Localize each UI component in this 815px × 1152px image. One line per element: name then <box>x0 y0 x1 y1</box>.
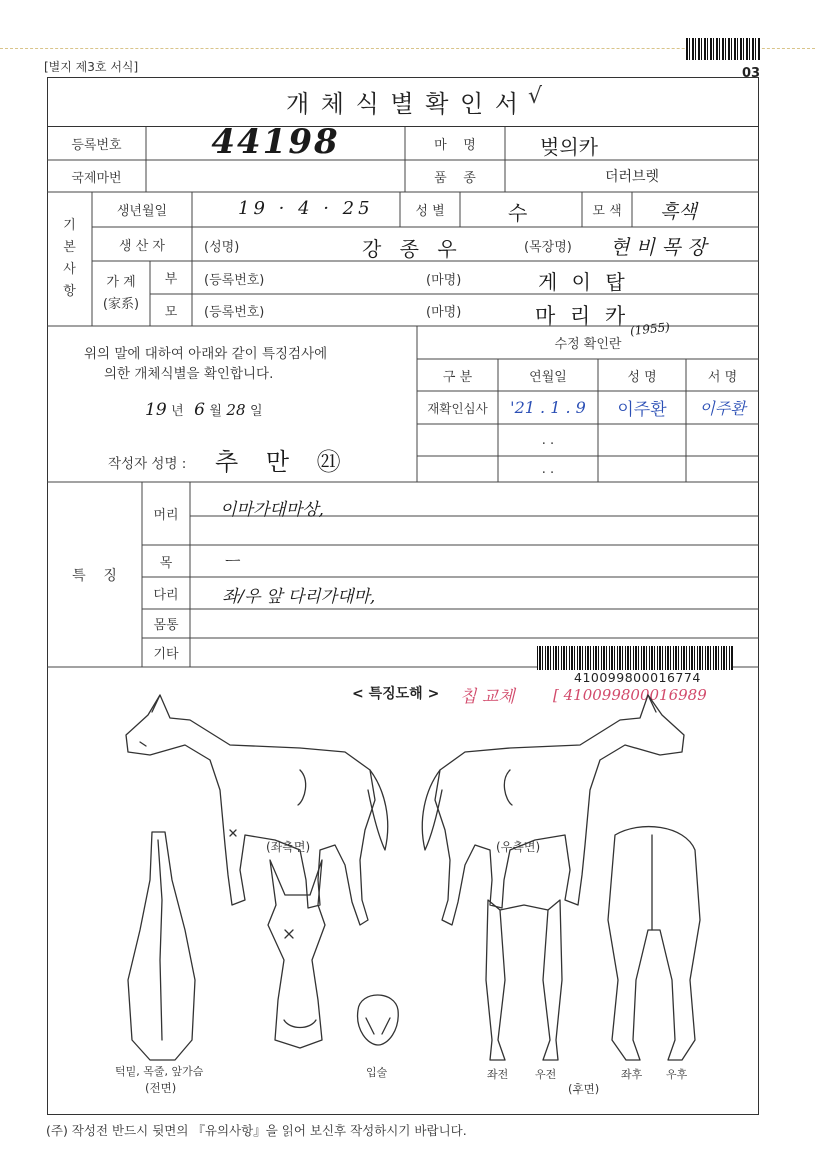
rev-row1-type: 재확인심사 <box>427 400 488 416</box>
rev-header-sign: 서 명 <box>707 369 738 385</box>
rev-row3-date: . . <box>541 461 555 477</box>
rear-caption: (후면) <box>568 1082 600 1096</box>
muzzle-caption: 입술 <box>366 1066 388 1079</box>
breeder-label: 생 산 자 <box>119 238 165 254</box>
page-number: 03 <box>742 66 761 81</box>
rear-view <box>608 827 700 1060</box>
rev-row2-date: . . <box>541 432 555 448</box>
birth-value: 19 · 4 · 25 <box>238 198 374 219</box>
footer-note: (주) 작성전 반드시 뒷면의 『유의사항』을 읽어 보신후 작성하시기 바랍니다. <box>46 1123 467 1138</box>
dam-reg-label: (등록번호) <box>204 305 265 320</box>
sire-name-label: (마명) <box>426 273 462 288</box>
birth-label: 생년월일 <box>116 204 168 219</box>
rev-row1-name: 이주환 <box>617 400 667 420</box>
dam-name-label: (마명) <box>426 305 462 320</box>
writer-value: 추 만 ㉑ <box>215 448 351 476</box>
front-right-caption: 우전 <box>535 1068 557 1081</box>
title-text: 개 체 식 별 확 인 서 <box>285 90 521 118</box>
intl-no-label: 국제마번 <box>71 170 122 186</box>
feature-value-neck: ㅡ <box>225 552 241 571</box>
breed-label: 품 종 <box>434 170 476 186</box>
features-section-label: 특 징 <box>72 567 117 584</box>
front-left-caption: 좌전 <box>487 1068 509 1081</box>
rev-header-name: 성 명 <box>627 369 657 385</box>
rev-header-date: 연월일 <box>529 369 567 385</box>
sire-reg-label: (등록번호) <box>204 273 265 288</box>
sire-name-value: 게 이 탑 <box>538 270 629 294</box>
feature-value-head: 이마가대마상, <box>220 500 324 520</box>
reg-no-label: 등록번호 <box>71 138 122 153</box>
front-caption2: (전면) <box>145 1081 177 1095</box>
confirm-text-line2: 의한 개체식별을 확인합니다. <box>104 366 274 382</box>
diagram-title: < 특징도해 > <box>352 686 440 702</box>
left-side-caption: (좌측면) <box>266 840 311 854</box>
revision-title: 수정 확인란 <box>554 337 622 352</box>
feature-label-neck: 목 <box>159 555 173 571</box>
color-value: 흑색 <box>660 201 697 223</box>
horse-name-value: 벚의카 <box>540 135 598 159</box>
reg-no-value: 44198 <box>211 122 340 162</box>
feature-label-body: 몸통 <box>153 618 179 633</box>
back-left-caption: 좌후 <box>621 1068 643 1081</box>
chest-front-view <box>128 832 195 1060</box>
date-month: 6 <box>194 400 205 420</box>
front-legs-view <box>486 900 562 1060</box>
family-label-hanja: (家系) <box>102 296 140 312</box>
form-label: [별지 제3호 서식] <box>44 60 139 74</box>
confirm-text-line1: 위의 말에 대하여 아래와 같이 특징검사에 <box>84 346 328 362</box>
feature-label-etc: 기타 <box>153 647 179 662</box>
date-year-label: 년 <box>171 404 184 419</box>
farm-label: (목장명) <box>524 240 572 255</box>
check-mark: √ <box>528 84 543 109</box>
barcode-number: 410099800016774 <box>574 670 701 685</box>
front-head-view <box>268 860 325 1048</box>
farm-value: 현 비 목 장 <box>610 235 707 259</box>
dam-name-value: 마 리 카 <box>535 304 630 328</box>
dam-label: 모 <box>164 304 178 320</box>
date-month-label: 월 <box>209 404 222 419</box>
feature-label-head: 머리 <box>153 508 179 523</box>
sex-value: 수 <box>508 201 528 225</box>
color-label: 모 색 <box>592 204 622 219</box>
date-year: 19 <box>145 400 167 420</box>
sex-label: 성 별 <box>415 204 445 219</box>
sire-label: 부 <box>164 272 178 287</box>
date-day-label: 일 <box>249 404 263 419</box>
date-day: 28 <box>226 401 246 419</box>
breeder-name-value: 강 종 우 <box>362 237 463 261</box>
feature-label-leg: 다리 <box>153 587 179 603</box>
left-side-horse <box>126 695 388 925</box>
basic-section-label: 기 본 사 항 <box>63 218 76 299</box>
breeder-name-label: (성명) <box>204 240 240 255</box>
horse-name-label: 마 명 <box>434 138 476 153</box>
rev-header-type: 구 분 <box>442 369 473 385</box>
right-side-horse <box>422 695 684 925</box>
family-label-main: 가 계 <box>106 274 136 290</box>
dam-year: (1955) <box>629 319 671 339</box>
writer-label: 작성자 성명 : <box>108 456 187 472</box>
right-side-caption: (우측면) <box>496 840 541 854</box>
muzzle-view <box>358 995 399 1045</box>
front-caption: 턱밑, 목줄, 앞가슴 <box>115 1065 204 1078</box>
rev-row1-sign: 이주환 <box>699 399 746 418</box>
rev-row1-date: '21 . 1 . 9 <box>510 398 586 417</box>
back-right-caption: 우후 <box>666 1068 688 1081</box>
barcode-handwritten: [ 410099800016989 <box>553 686 707 704</box>
breed-value: 더러브렛 <box>604 169 660 185</box>
feature-value-leg: 좌/우 앞 다리가대마, <box>222 587 376 607</box>
chip-note: 칩 교체 <box>460 687 515 707</box>
